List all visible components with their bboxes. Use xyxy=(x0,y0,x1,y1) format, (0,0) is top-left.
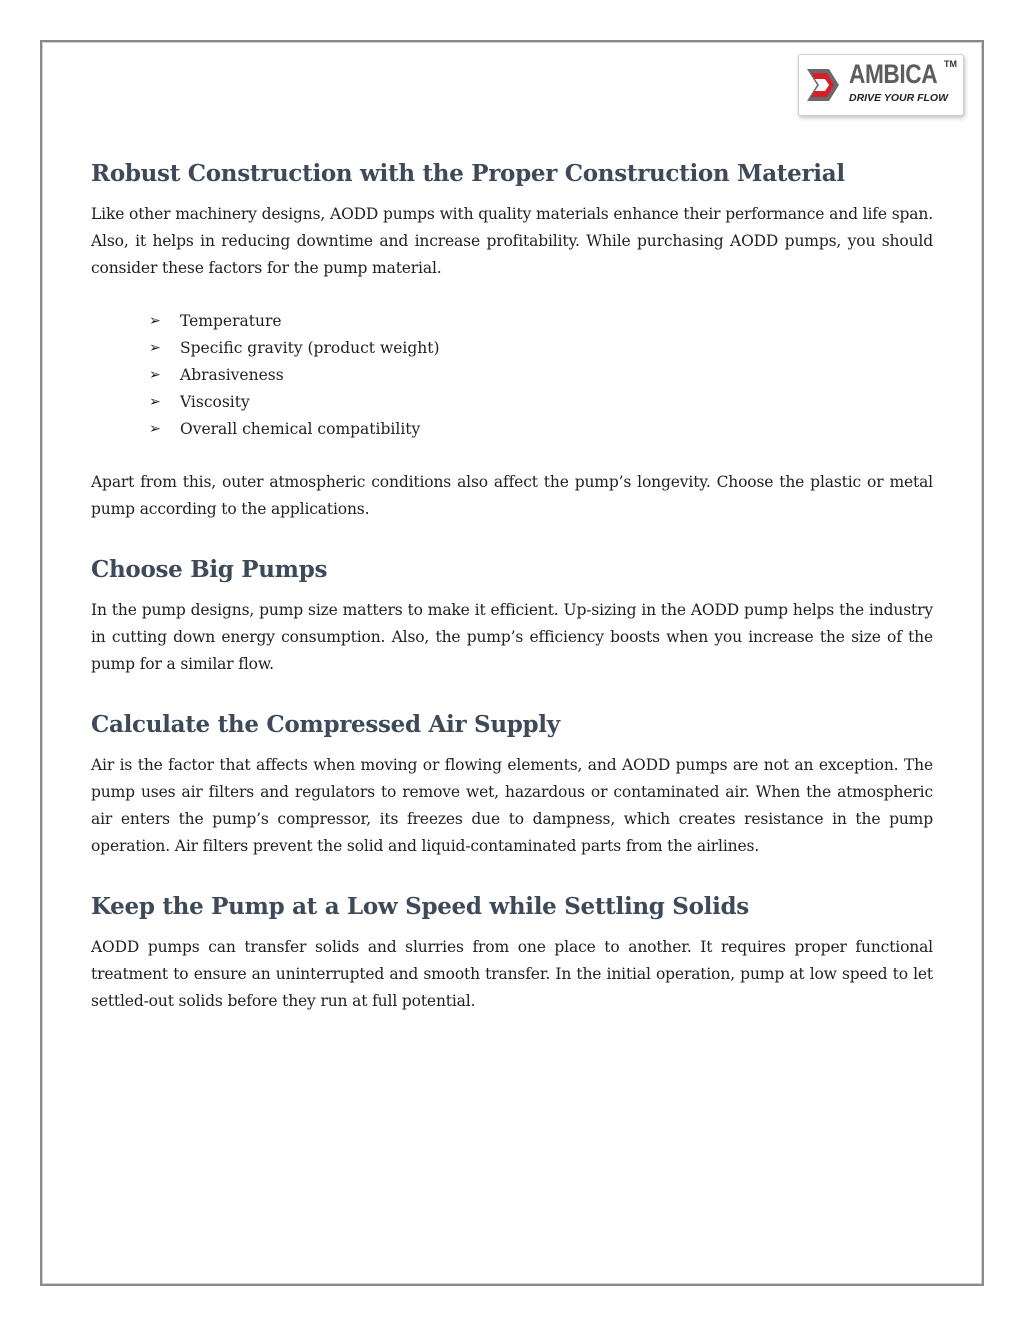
logo-trademark: TM xyxy=(944,59,957,69)
section-heading: Keep the Pump at a Low Speed while Settling Solids xyxy=(91,893,749,920)
arrowhead-bullet-icon: ➢ xyxy=(149,367,161,383)
list-item xyxy=(149,389,933,416)
section-heading: Choose Big Pumps xyxy=(91,556,328,583)
document-body xyxy=(91,155,933,1015)
list-item-text: Specific gravity (product weight) xyxy=(180,339,440,357)
arrowhead-bullet-icon: ➢ xyxy=(149,421,161,437)
section-heading: Calculate the Compressed Air Supply xyxy=(91,711,560,738)
paragraph: Apart from this, outer atmospheric conditions also affect the pump’s longevity. Choose the plastic or metal pump according to the applications. xyxy=(91,473,933,518)
bullet-list xyxy=(91,308,933,443)
list-item xyxy=(149,335,933,362)
paragraph: In the pump designs, pump size matters to make it efficient. Up-sizing in the AODD pump helps the industry in cutting down energy consumption. Also, the pump’s efficiency boosts when you increase the size of the pump for a similar flow. xyxy=(91,601,933,673)
paragraph: Air is the factor that affects when moving or flowing elements, and AODD pumps are not an exception. The pump uses air filters and regulators to remove wet, hazardous or contaminated air. When the atmospheric air enters the pump’s compressor, its freezes due to dampness, which creates resistance in the pump operation. Air filters prevent the solid and liquid-contaminated parts from the airlines. xyxy=(91,756,933,855)
list-item-text: Overall chemical compatibility xyxy=(180,420,421,438)
paragraph: Like other machinery designs, AODD pumps with quality materials enhance their performance and life span. Also, it helps in reducing downtime and increase profitability. While purchasing AODD pumps, you should consider these factors for the pump material. xyxy=(91,205,933,277)
arrowhead-bullet-icon: ➢ xyxy=(149,313,161,329)
list-item-text: Abrasiveness xyxy=(180,366,284,384)
list-item-text: Viscosity xyxy=(180,393,250,411)
section xyxy=(91,706,933,860)
arrowhead-bullet-icon: ➢ xyxy=(149,394,161,410)
section xyxy=(91,888,933,1015)
list-item xyxy=(149,362,933,389)
section xyxy=(91,551,933,678)
arrowhead-bullet-icon: ➢ xyxy=(149,340,161,356)
list-item-text: Temperature xyxy=(180,312,282,330)
ambica-logo-mark-icon xyxy=(805,63,845,107)
list-item xyxy=(149,308,933,335)
logo-tagline: DRIVE YOUR FLOW xyxy=(849,92,948,104)
logo-wordmark: AMBICA xyxy=(849,59,938,89)
company-logo xyxy=(798,54,964,116)
paragraph: AODD pumps can transfer solids and slurries from one place to another. It requires proper functional treatment to ensure an uninterrupted and smooth transfer. In the initial operation, pump at low speed to let settled-out solids before they run at full potential. xyxy=(91,938,933,1010)
list-item xyxy=(149,416,933,443)
section-heading: Robust Construction with the Proper Construction Material xyxy=(91,160,845,187)
